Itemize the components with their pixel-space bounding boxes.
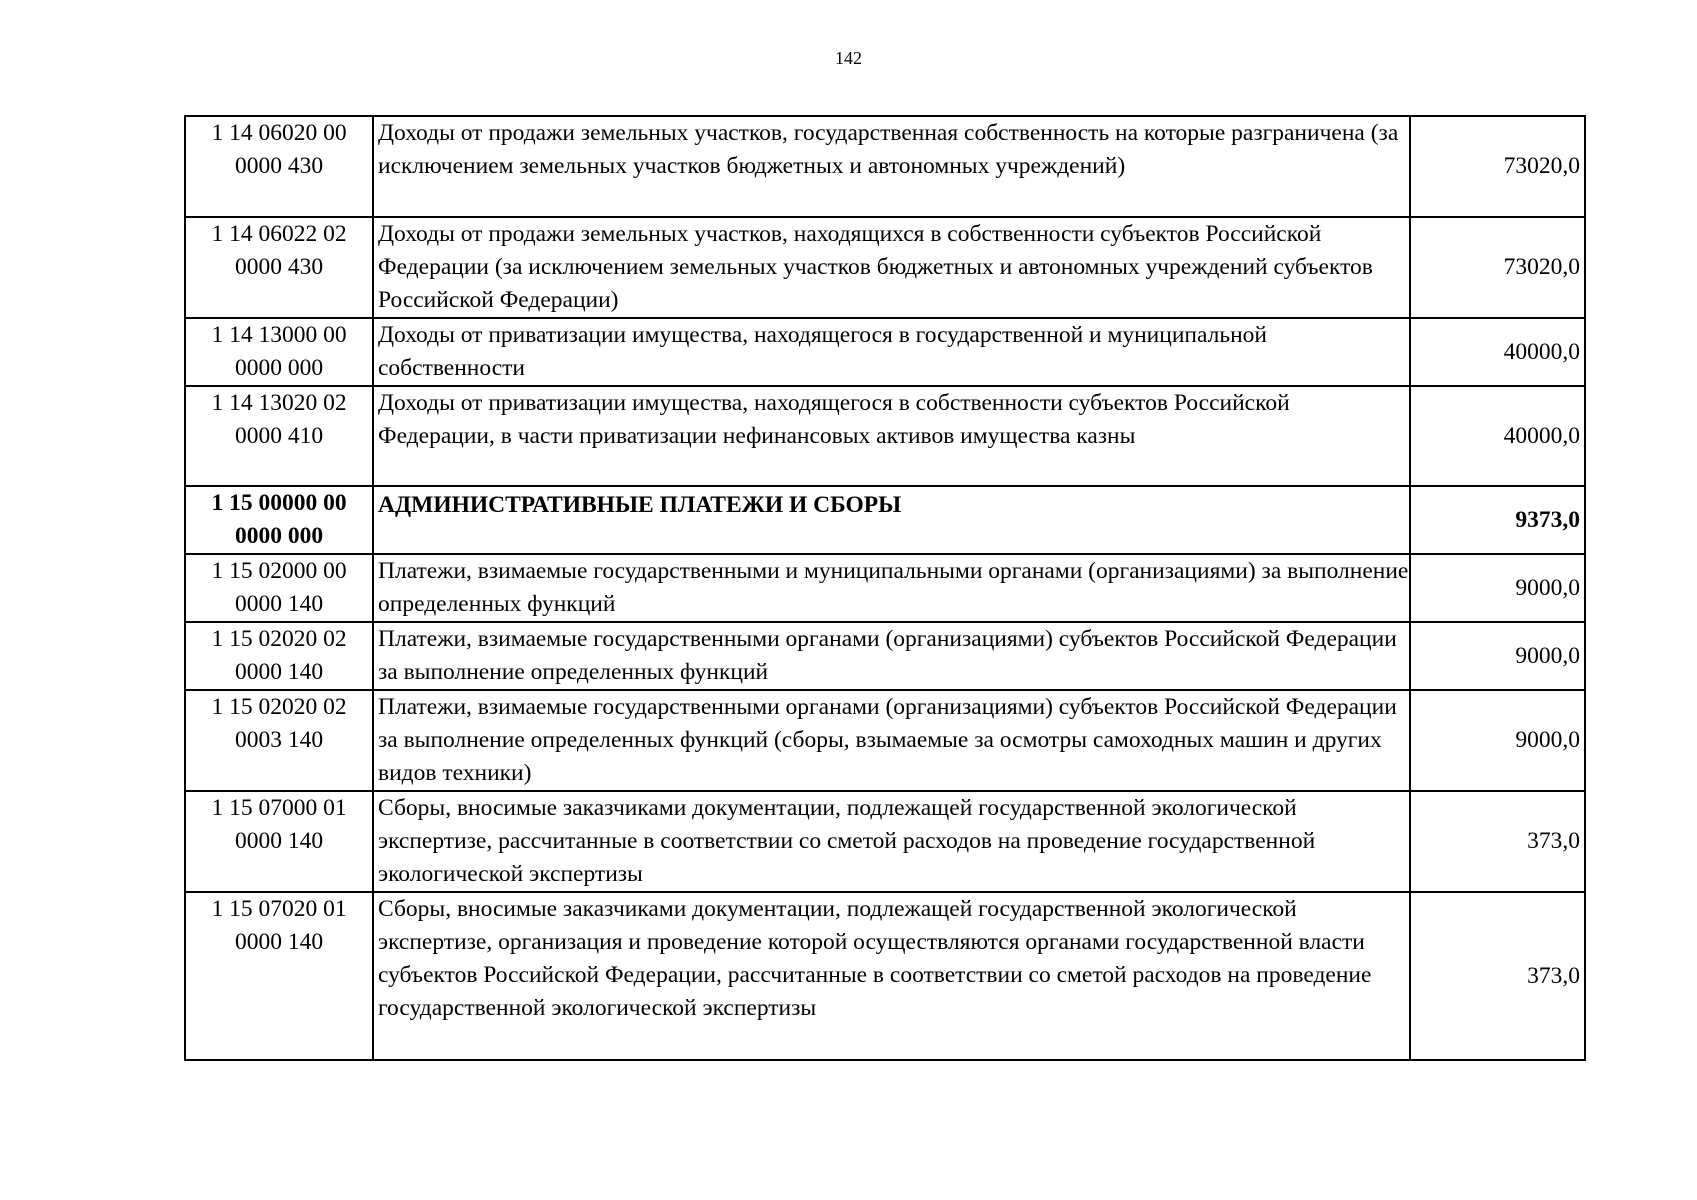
table-row (185, 386, 1585, 486)
revenue-name: Сборы, вносимые заказчиками документации, подлежащей государственной экологической экспертизе, организация и проведение которой осуществляются органами государственной власти субъектов Российской Федерации, рассчитанные в соответствии со сметой расходов на проведение государственной экологической экспертизы (373, 892, 1410, 1060)
revenue-code: 1 14 06020 00 0000 430 (185, 116, 373, 217)
table-row (185, 622, 1585, 690)
revenue-amount: 9000,0 (1410, 690, 1585, 791)
revenue-code: 1 15 07000 01 0000 140 (185, 791, 373, 892)
revenue-code: 1 15 02020 02 0003 140 (185, 690, 373, 791)
revenue-code: 1 15 02000 00 0000 140 (185, 554, 373, 622)
revenue-amount: 73020,0 (1410, 116, 1585, 217)
table-row (185, 892, 1585, 1060)
page-number: 142 (835, 48, 862, 68)
budget-table (184, 115, 1586, 1061)
revenue-code: 1 15 00000 00 0000 000 (185, 486, 373, 554)
table-row (185, 217, 1585, 318)
table-row (185, 318, 1585, 386)
revenue-name: Доходы от продажи земельных участков, государственная собственность на которые разграничена (за исключением земельных участков бюджетных и автономных учреждений) (373, 116, 1410, 217)
table-row (185, 116, 1585, 217)
table-row (185, 554, 1585, 622)
table-row (185, 791, 1585, 892)
revenue-code: 1 14 06022 02 0000 430 (185, 217, 373, 318)
revenue-amount: 373,0 (1410, 892, 1585, 1060)
revenue-code: 1 15 07020 01 0000 140 (185, 892, 373, 1060)
revenue-code: 1 14 13000 00 0000 000 (185, 318, 373, 386)
revenue-amount: 40000,0 (1410, 318, 1585, 386)
revenue-amount: 9000,0 (1410, 554, 1585, 622)
table-row (185, 690, 1585, 791)
section-title: АДМИНИСТРАТИВНЫЕ ПЛАТЕЖИ И СБОРЫ (373, 486, 1410, 554)
revenue-name: Доходы от приватизации имущества, находящегося в государственной и муниципальной собственности (373, 318, 1410, 386)
revenue-amount: 373,0 (1410, 791, 1585, 892)
revenue-name: Сборы, вносимые заказчиками документации, подлежащей государственной экологической экспертизе, рассчитанные в соответствии со сметой расходов на проведение государственной экологической экспертизы (373, 791, 1410, 892)
revenue-name: Доходы от продажи земельных участков, находящихся в собственности субъектов Российской Федерации (за исключением земельных участков бюджетных и автономных учреждений субъектов Российской Федерации) (373, 217, 1410, 318)
revenue-amount: 73020,0 (1410, 217, 1585, 318)
revenue-name: Платежи, взимаемые государственными органами (организациями) субъектов Российской Федерации за выполнение определенных функций (сборы, взымаемые за осмотры самоходных машин и других видов техники) (373, 690, 1410, 791)
revenue-name: Платежи, взимаемые государственными и муниципальными органами (организациями) за выполнение определенных функций (373, 554, 1410, 622)
revenue-amount: 9373,0 (1410, 486, 1585, 554)
revenue-amount: 9000,0 (1410, 622, 1585, 690)
revenue-amount: 40000,0 (1410, 386, 1585, 486)
revenue-name: Платежи, взимаемые государственными органами (организациями) субъектов Российской Федерации за выполнение определенных функций (373, 622, 1410, 690)
revenue-name: Доходы от приватизации имущества, находящегося в собственности субъектов Российской Федерации, в части приватизации нефинансовых активов имущества казны (373, 386, 1410, 486)
revenue-code: 1 15 02020 02 0000 140 (185, 622, 373, 690)
revenue-code: 1 14 13020 02 0000 410 (185, 386, 373, 486)
table-row-section (185, 486, 1585, 554)
